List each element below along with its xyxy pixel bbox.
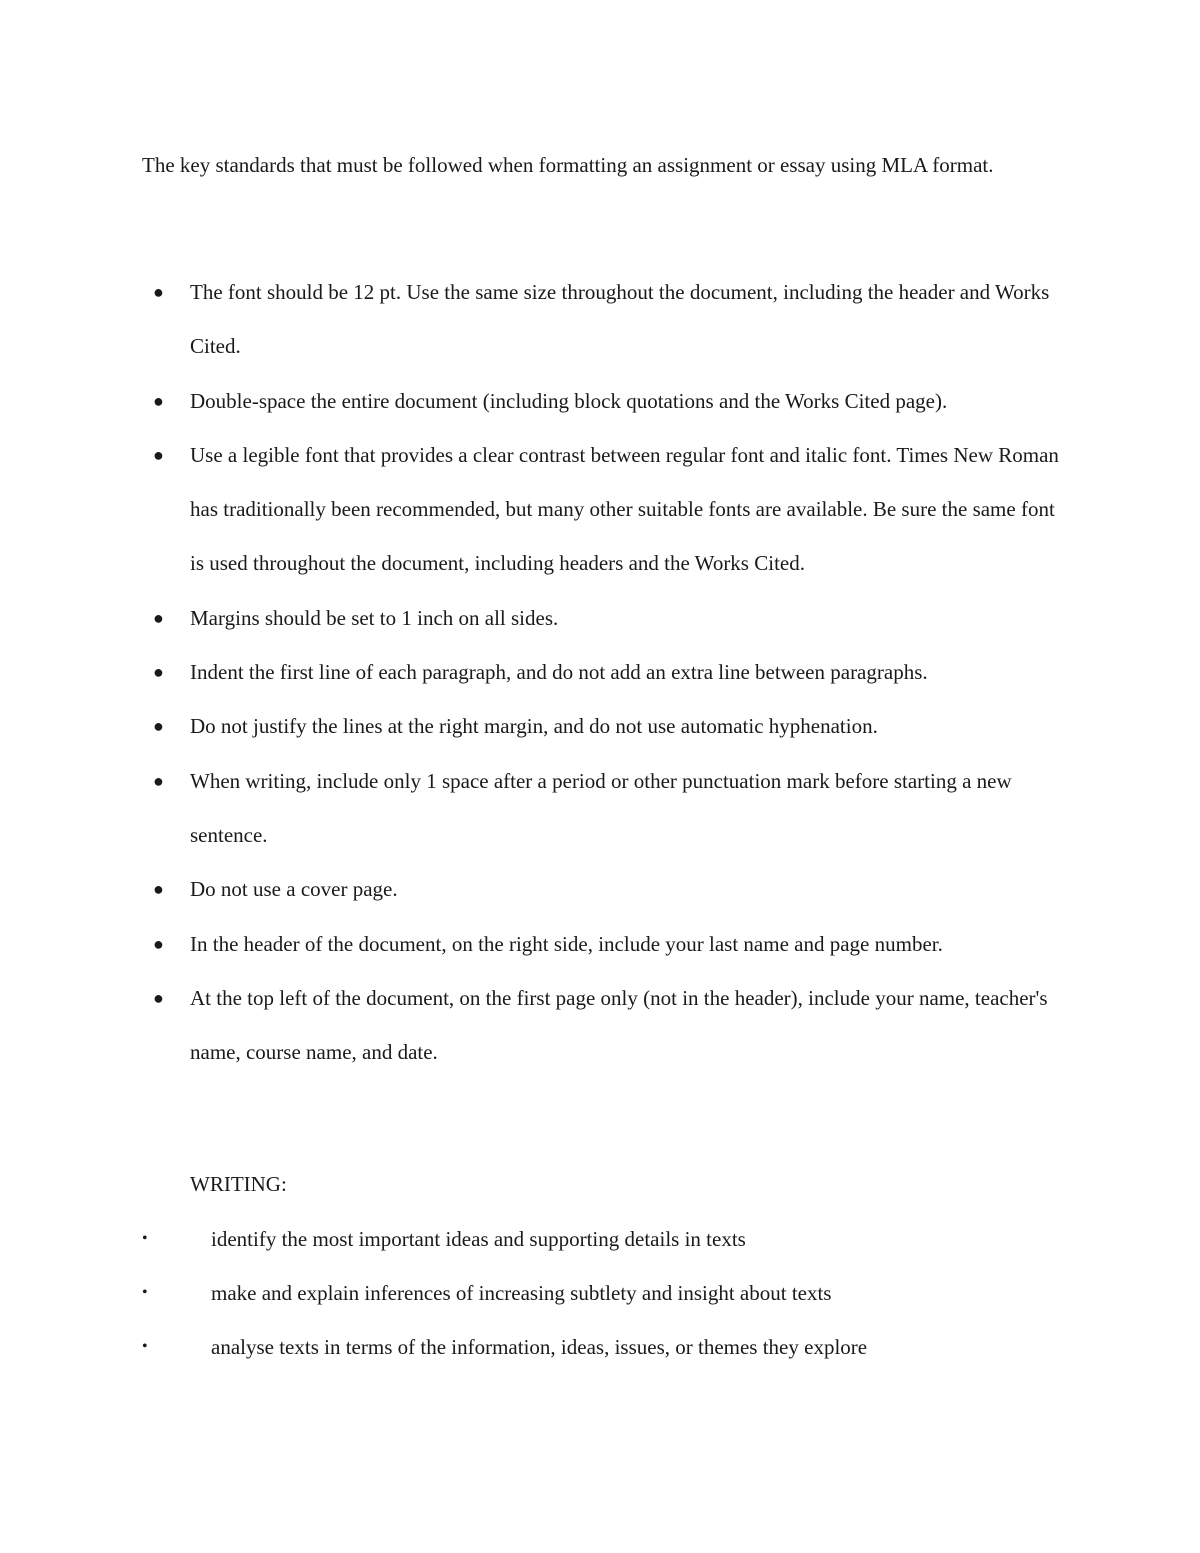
list-item-text: Do not use a cover page. [190, 877, 398, 902]
list-item [142, 754, 1072, 863]
list-item-text: At the top left of the document, on the first page only (not in the header), include your name, teacher's name, course name, and date. [190, 985, 1048, 1065]
list-item-text: identify the most important ideas and supporting details in texts [211, 1227, 746, 1251]
writing-skills-list [142, 1212, 1072, 1374]
list-item [142, 971, 1072, 1080]
list-item [142, 699, 1072, 753]
bullet-icon: ● [153, 933, 164, 954]
list-item [142, 645, 1072, 699]
bullet-icon: ● [153, 716, 164, 737]
bullet-icon: ● [153, 662, 164, 683]
list-item-text: analyse texts in terms of the information, ideas, issues, or themes they explore [211, 1335, 868, 1359]
list-item-text: The font should be 12 pt. Use the same size throughout the document, including the header and Works Cited. [190, 280, 1050, 359]
list-item-text: make and explain inferences of increasing subtlety and insight about texts [211, 1281, 832, 1305]
list-item [142, 428, 1072, 591]
list-item [142, 1212, 1072, 1266]
list-item [142, 917, 1072, 971]
list-item-text: Margins should be set to 1 inch on all sides. [190, 605, 559, 630]
bullet-icon: • [142, 1338, 148, 1355]
mla-standards-list [142, 265, 1072, 1079]
bullet-icon: ● [153, 770, 164, 791]
list-item-text: When writing, include only 1 space after a period or other punctuation mark before starting a new sentence. [190, 768, 1012, 847]
list-item [142, 591, 1072, 645]
list-item [142, 265, 1072, 374]
list-item-text: Use a legible font that provides a clear contrast between regular font and italic font. Times New Roman has traditionally been recommended, but many other suitable fonts are available. Be sure the same font is used throughout the document, including headers and the Works Cited. [190, 442, 1059, 576]
list-item [142, 1266, 1072, 1320]
bullet-icon: • [142, 1230, 148, 1247]
list-item [142, 862, 1072, 916]
bullet-icon: ● [153, 390, 164, 411]
list-item-text: Indent the first line of each paragraph, and do not add an extra line between paragraphs. [190, 660, 928, 685]
list-item-text: Do not justify the lines at the right margin, and do not use automatic hyphenation. [190, 714, 878, 739]
list-item [142, 374, 1072, 428]
list-item [142, 1320, 1072, 1374]
bullet-icon: ● [153, 987, 164, 1008]
bullet-icon: ● [153, 607, 164, 628]
bullet-icon: ● [153, 879, 164, 900]
list-item-text: In the header of the document, on the right side, include your last name and page number. [190, 931, 943, 956]
list-item-text: Double-space the entire document (including block quotations and the Works Cited page). [190, 388, 948, 413]
bullet-icon: ● [153, 282, 164, 302]
bullet-icon: • [142, 1284, 148, 1301]
bullet-icon: ● [153, 444, 164, 465]
writing-heading: WRITING: [190, 1172, 287, 1196]
intro-paragraph: The key standards that must be followed when formatting an assignment or essay using MLA format. [142, 153, 994, 177]
